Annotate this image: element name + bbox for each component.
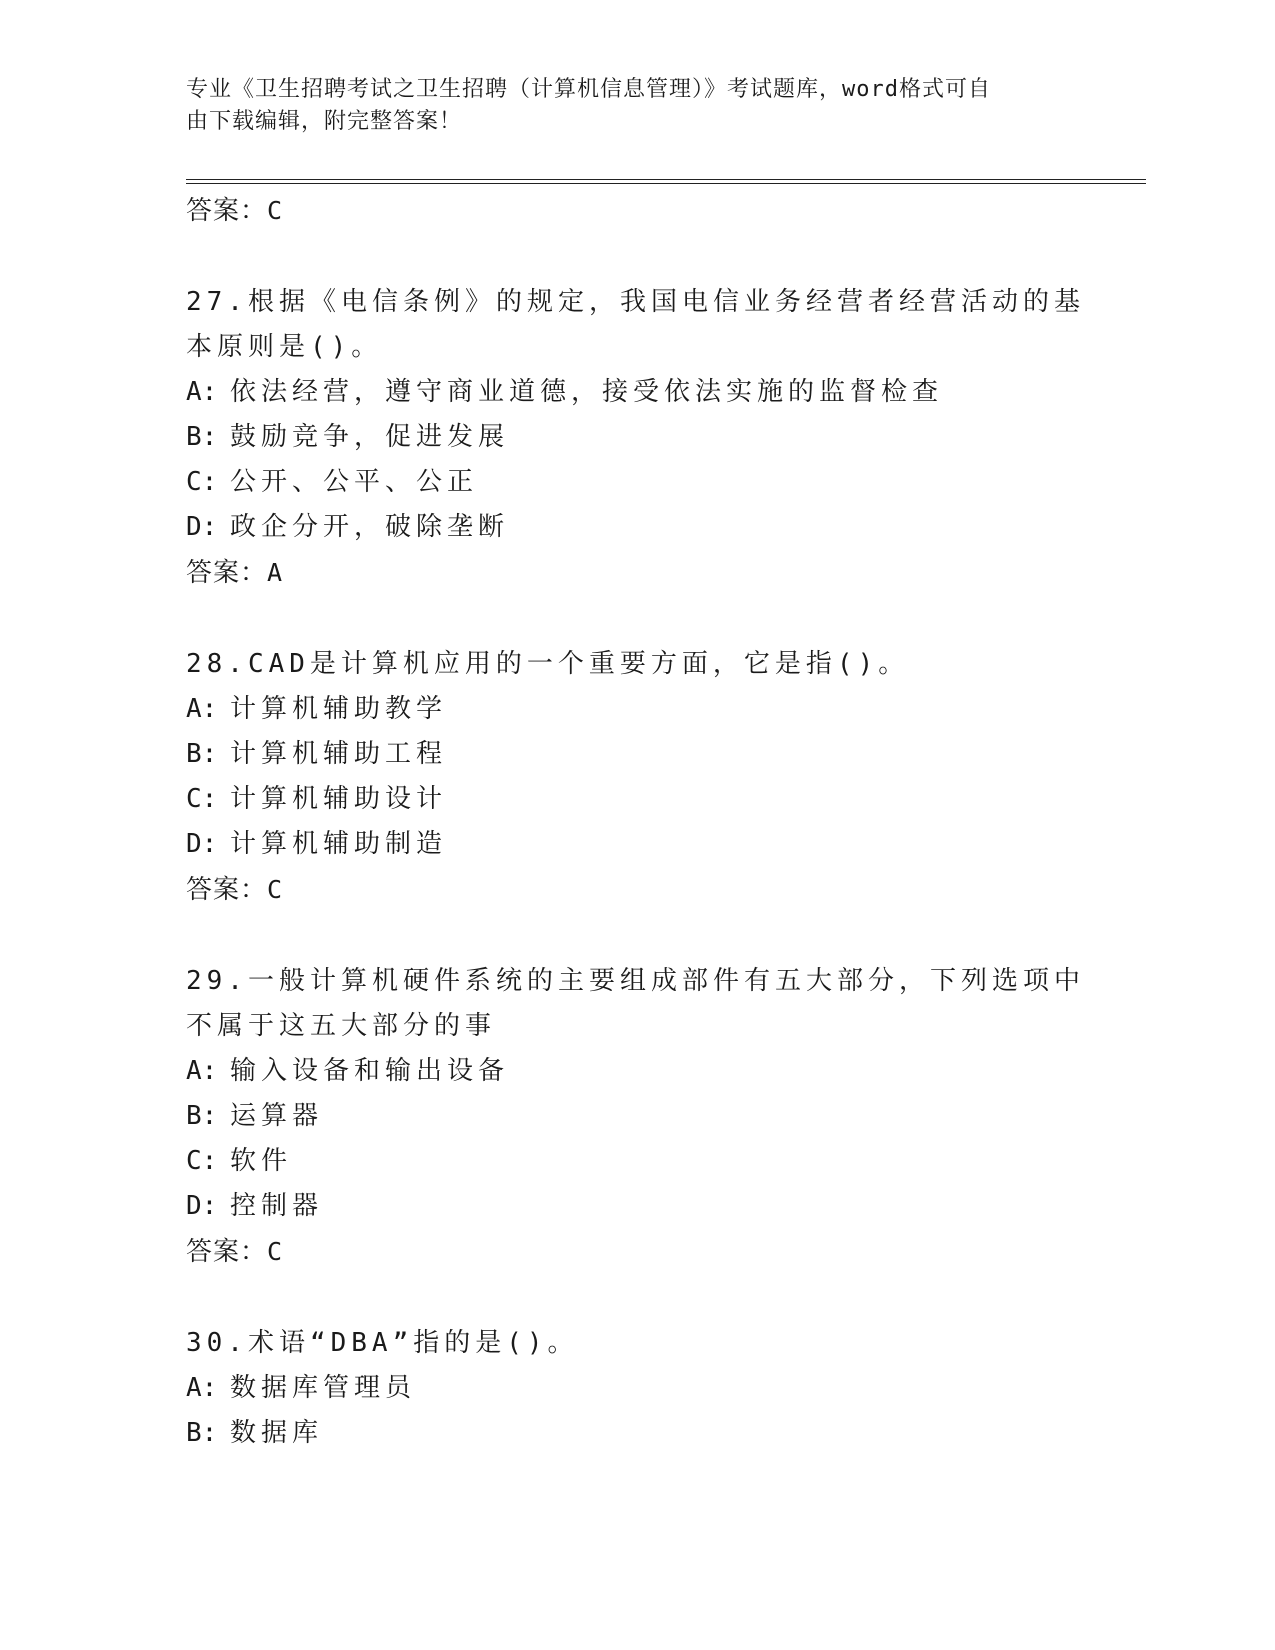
answer-label: 答案： (186, 1237, 268, 1267)
option-key: C: (186, 467, 218, 497)
question-list (186, 188, 1086, 1456)
option-c (186, 1139, 1086, 1184)
answer-label: 答案： (186, 196, 268, 226)
option-text: 输入设备和输出设备 (230, 1056, 510, 1086)
option-text: 政企分开，破除垄断 (230, 512, 510, 542)
question-stem: 30.术语“DBA”指的是()。 (186, 1328, 579, 1358)
option-text: 计算机辅助教学 (230, 694, 448, 724)
option-text: 公开、公平、公正 (230, 467, 479, 497)
option-a (186, 1366, 1086, 1411)
option-text: 计算机辅助工程 (230, 739, 448, 769)
option-key: B: (186, 739, 218, 769)
answer (186, 550, 1086, 596)
option-b (186, 415, 1086, 460)
question-28 (186, 642, 1086, 913)
header-line-1: 专业《卫生招聘考试之卫生招聘（计算机信息管理）》考试题库，word格式可自 (186, 77, 991, 102)
option-key: B: (186, 422, 218, 452)
option-a (186, 1049, 1086, 1094)
option-key: C: (186, 1146, 218, 1176)
option-key: B: (186, 1418, 218, 1448)
option-c (186, 460, 1086, 505)
answer (186, 867, 1086, 913)
option-text: 依法经营，遵守商业道德，接受依法实施的监督检查 (230, 377, 944, 407)
option-key: A: (186, 1056, 218, 1086)
question-30 (186, 1321, 1086, 1456)
document-header (186, 74, 1066, 138)
option-key: A: (186, 694, 218, 724)
option-text: 数据库 (230, 1418, 324, 1448)
option-b (186, 1411, 1086, 1456)
option-a (186, 687, 1086, 732)
answer-value: C (267, 1237, 284, 1266)
header-divider (186, 179, 1146, 184)
answer-label: 答案： (186, 875, 268, 905)
option-b (186, 1094, 1086, 1139)
question-stem: 29.一般计算机硬件系统的主要组成部件有五大部分，下列选项中不属于这五大部分的事 (186, 966, 1085, 1041)
question-stem: 28.CAD是计算机应用的一个重要方面，它是指()。 (186, 649, 910, 679)
option-key: D: (186, 829, 218, 859)
option-d (186, 822, 1086, 867)
answer-label: 答案： (186, 558, 268, 588)
option-a (186, 370, 1086, 415)
option-text: 软件 (230, 1146, 293, 1176)
option-key: D: (186, 512, 218, 542)
option-d (186, 1184, 1086, 1229)
previous-answer (186, 188, 1086, 234)
question-stem: 27.根据《电信条例》的规定，我国电信业务经营者经营活动的基本原则是()。 (186, 287, 1085, 362)
option-key: C: (186, 784, 218, 814)
answer (186, 1229, 1086, 1275)
option-key: A: (186, 1373, 218, 1403)
answer-value: C (267, 875, 284, 904)
option-key: B: (186, 1101, 218, 1131)
answer-value: A (267, 558, 284, 587)
option-text: 计算机辅助制造 (230, 829, 448, 859)
option-b (186, 732, 1086, 777)
option-text: 数据库管理员 (230, 1373, 417, 1403)
option-key: A: (186, 377, 218, 407)
option-key: D: (186, 1191, 218, 1221)
question-29 (186, 959, 1086, 1275)
option-d (186, 505, 1086, 550)
option-text: 运算器 (230, 1101, 324, 1131)
answer-value: C (267, 196, 284, 225)
option-text: 控制器 (230, 1191, 324, 1221)
header-line-2: 由下载编辑，附完整答案！ (186, 109, 463, 134)
question-27 (186, 280, 1086, 596)
option-text: 鼓励竞争，促进发展 (230, 422, 510, 452)
option-text: 计算机辅助设计 (230, 784, 448, 814)
option-c (186, 777, 1086, 822)
